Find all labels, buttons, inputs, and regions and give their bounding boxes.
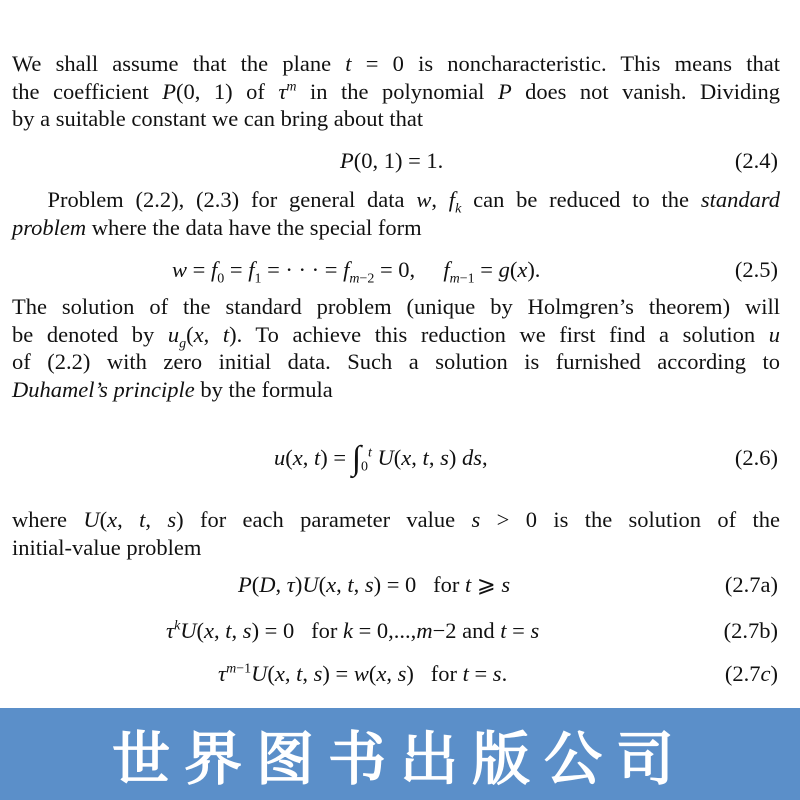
text-line: the coefficient P(0, 1) of $\tau^m$ in the polynomial P does not vanish. Dividing xyxy=(12,78,780,104)
text-line: be denoted by $u_g(x$, t). To achieve this reduction we first find a solution u xyxy=(12,321,781,351)
equation-2-7b xyxy=(12,616,780,646)
equation-number: (2.7c) xyxy=(724,661,778,686)
equation-formula: $\tau^{m-1}U(x$, t, s) = w(x, s) for t = s. xyxy=(218,661,508,686)
equation-number: (2.7a) xyxy=(724,572,778,597)
equation-formula: P(D, τ)U(x, t, s) = 0 for t ⩾ s xyxy=(238,572,511,597)
equation-number: (2.7b) xyxy=(723,618,778,643)
equation-2-7a xyxy=(12,570,780,600)
text-line: where U(x, t, s) for each parameter value s > 0 is the solution of the xyxy=(12,507,781,532)
equation-formula: u(x, $t) = \int_0^t$ U(x, t, s) ds, xyxy=(274,440,488,477)
equation-2-4 xyxy=(12,146,780,176)
equation-2-5 xyxy=(12,255,780,285)
text-line: initial-value problem xyxy=(12,534,202,560)
equation-number: (2.6) xyxy=(734,445,778,470)
equation-number: (2.4) xyxy=(734,148,778,173)
publisher-name: 世界图书出版公司 xyxy=(111,725,688,793)
text-line: We shall assume that the plane t = 0 is noncharacteristic. This means that xyxy=(12,51,780,76)
equation-formula: P(0, 1) = 1. xyxy=(340,148,444,173)
equation-formula: $w = f_0 = f_1$ = · · · = $f_{m-2} = 0$, $f_{m-1} = g(x)$. xyxy=(172,257,541,287)
paragraph-initial-value xyxy=(12,506,780,561)
text-line: of (2.2) with zero initial data. Such a solution is furnished according to xyxy=(12,349,780,374)
text-line: Problem (2.2), (2.3) for general data w, $f_k$ can be reduced to the standard xyxy=(12,187,781,217)
equation-2-6 xyxy=(12,440,780,477)
paragraph-duhamel xyxy=(12,293,780,403)
equation-number: (2.5) xyxy=(734,257,778,282)
paragraph-standard-problem xyxy=(12,186,780,241)
equation-2-7c xyxy=(12,659,780,689)
text-line: The solution of the standard problem (unique by Holmgren’s theorem) will xyxy=(12,294,780,319)
equation-formula: $\tau^kU(x$, t, s) = 0 for k = 0,...,m−2 and t = s xyxy=(166,618,540,643)
text-line: Duhamel’s principle by the formula xyxy=(12,376,333,402)
publisher-banner xyxy=(0,708,800,800)
paragraph-noncharacteristic xyxy=(12,50,780,133)
text-line: by a suitable constant we can bring about that xyxy=(12,106,424,131)
text-line: problem where the data have the special form xyxy=(12,214,422,240)
